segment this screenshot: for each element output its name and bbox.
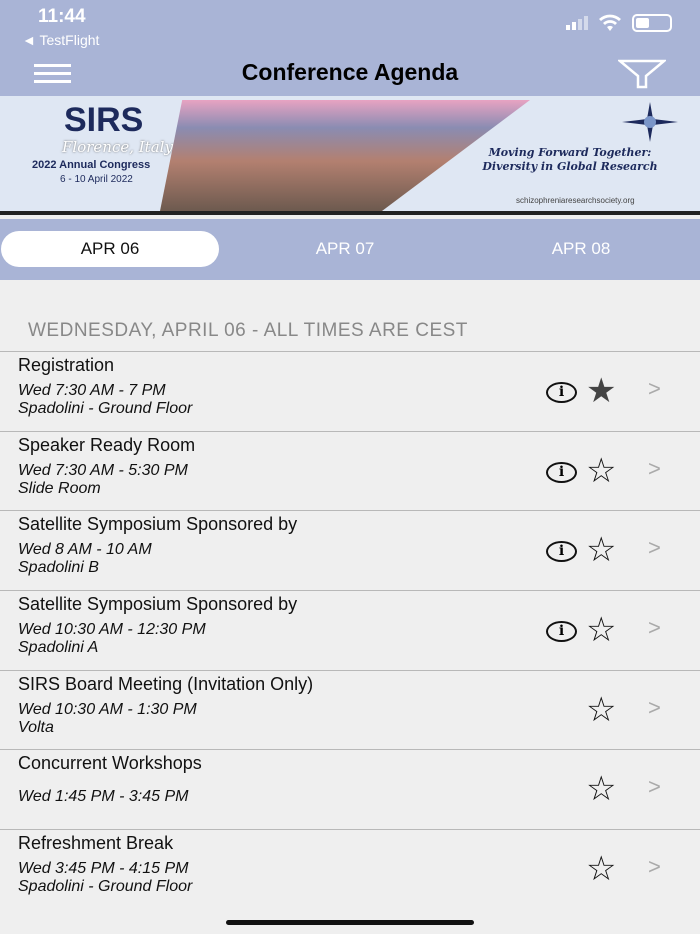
banner-motto-line-1: Moving Forward Together: — [488, 146, 652, 159]
nav-bar — [0, 0, 700, 96]
status-icons — [566, 14, 672, 32]
session-row[interactable] — [0, 670, 700, 750]
session-time: Wed 7:30 AM - 7 PM — [18, 382, 166, 399]
session-location: Spadolini B — [18, 559, 99, 577]
session-list — [0, 351, 700, 909]
info-icon[interactable]: i — [546, 382, 577, 403]
banner-url: schizophreniaresearchsociety.org — [516, 196, 635, 205]
session-title: SIRS Board Meeting (Invitation Only) — [18, 673, 314, 694]
info-icon[interactable]: i — [546, 462, 577, 483]
page-title: Conference Agenda — [241, 59, 459, 85]
wifi-icon — [598, 14, 622, 32]
banner-motto-line-2: Diversity in Global Research — [482, 160, 658, 173]
battery-icon — [632, 14, 672, 32]
day-header: WEDNESDAY, APRIL 06 - ALL TIMES ARE CEST — [28, 320, 468, 341]
session-title: Concurrent Workshops — [18, 753, 202, 774]
chevron-right-icon[interactable]: > — [648, 535, 661, 561]
star-outline-icon[interactable]: ☆ — [586, 770, 617, 809]
session-time: Wed 7:30 AM - 5:30 PM — [18, 461, 188, 479]
info-icon[interactable]: i — [546, 621, 577, 642]
session-title: Satellite Symposium Sponsored by — [18, 514, 298, 535]
session-location: Spadolini - Ground Floor — [18, 878, 193, 896]
session-time: Wed 10:30 AM - 1:30 PM — [18, 700, 197, 718]
chevron-right-icon[interactable]: > — [648, 694, 661, 720]
banner-org: SIRS — [64, 101, 144, 139]
session-location: Volta — [18, 718, 54, 736]
star-outline-icon[interactable]: ☆ — [586, 611, 617, 650]
session-time: Wed 3:45 PM - 4:15 PM — [18, 860, 189, 878]
home-indicator[interactable] — [226, 920, 474, 925]
compass-logo-icon — [622, 102, 678, 142]
tab-apr-06[interactable]: APR 06 — [1, 231, 219, 267]
session-row[interactable] — [0, 351, 700, 431]
banner-congress: 2022 Annual Congress — [32, 159, 151, 171]
star-filled-icon[interactable]: ★ — [586, 372, 617, 410]
session-time: Wed 10:30 AM - 12:30 PM — [18, 621, 206, 639]
banner-dates: 6 - 10 April 2022 — [60, 174, 133, 185]
info-icon[interactable]: i — [546, 541, 577, 562]
chevron-right-icon[interactable]: > — [648, 455, 661, 481]
tab-apr-08[interactable]: APR 08 — [551, 239, 611, 258]
date-tabs — [0, 219, 700, 280]
congress-banner — [0, 96, 700, 215]
session-title: Refreshment Break — [18, 833, 174, 854]
banner-motto — [470, 146, 670, 174]
session-row[interactable] — [0, 749, 700, 829]
star-outline-icon[interactable]: ☆ — [586, 690, 617, 729]
session-title: Speaker Ready Room — [18, 434, 196, 455]
back-to-testflight[interactable]: ◄ TestFlight — [22, 32, 100, 48]
session-title: Registration — [18, 355, 115, 375]
session-location: Spadolini - Ground Floor — [18, 400, 193, 417]
signal-icon — [566, 16, 588, 30]
session-row[interactable] — [0, 431, 700, 511]
chevron-right-icon[interactable]: > — [648, 774, 661, 800]
filter-icon[interactable] — [618, 58, 666, 90]
star-outline-icon[interactable]: ☆ — [586, 531, 617, 570]
tab-apr-07[interactable]: APR 07 — [315, 239, 375, 258]
star-outline-icon[interactable]: ☆ — [586, 451, 617, 490]
session-row[interactable] — [0, 510, 700, 590]
session-location: Spadolini A — [18, 639, 99, 657]
session-location: Slide Room — [18, 479, 101, 497]
session-time: Wed 1:45 PM - 3:45 PM — [18, 788, 189, 806]
status-time: 11:44 — [38, 6, 86, 27]
session-row[interactable] — [0, 590, 700, 670]
session-title: Satellite Symposium Sponsored by — [18, 594, 298, 615]
session-time: Wed 8 AM - 10 AM — [18, 541, 152, 559]
banner-location: Florence, Italy — [62, 138, 173, 156]
chevron-right-icon[interactable]: > — [648, 854, 661, 880]
chevron-right-icon[interactable]: > — [648, 376, 661, 401]
chevron-right-icon[interactable]: > — [648, 615, 661, 641]
session-row[interactable] — [0, 829, 700, 909]
star-outline-icon[interactable]: ☆ — [586, 850, 617, 889]
